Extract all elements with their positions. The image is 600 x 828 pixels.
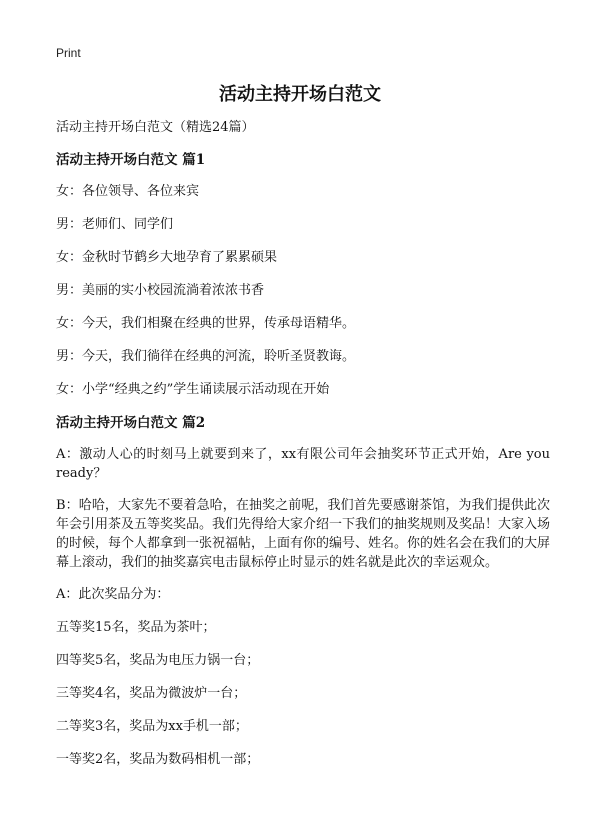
prize-line: 五等奖15名，奖品为茶叶； [56, 620, 216, 635]
section-heading: 活动主持开场白范文 篇2 [56, 415, 206, 431]
section-heading: 活动主持开场白范文 篇1 [56, 152, 206, 168]
prize-line: A：此次奖品分为： [56, 587, 170, 602]
page-title: 活动主持开场白范文 [219, 84, 381, 105]
dialogue-line: 男：美丽的实小校园流淌着浓浓书香 [56, 283, 265, 298]
dialogue-line: 女：各位领导、各位来宾 [56, 184, 200, 199]
prize-line: 四等奖5名，奖品为电压力锅一台； [56, 653, 260, 668]
document-body [56, 118, 550, 783]
dialogue-line: 男：今天，我们徜徉在经典的河流，聆听圣贤教诲。 [56, 349, 356, 364]
dialogue-line: 女：金秋时节鹤乡大地孕育了累累硕果 [56, 250, 278, 265]
document-subtitle: 活动主持开场白范文（精选24篇） [56, 120, 255, 135]
dialogue-line: 男：老师们、同学们 [56, 217, 174, 232]
dialogue-line: 女：小学“经典之约”学生诵读展示活动现在开始 [56, 382, 330, 397]
prize-line: 二等奖3名，奖品为xx手机一部； [56, 719, 248, 734]
prize-line: 三等奖4名，奖品为微波炉一台； [56, 686, 247, 701]
dialogue-line: 女：今天，我们相聚在经典的世界，传承母语精华。 [56, 316, 356, 331]
dialogue-paragraph: B：哈哈，大家先不要着急哈，在抽奖之前呢，我们首先要感谢茶馆，为我们提供此次年会引用茶及五等奖奖品。我们先得给大家介绍一下我们的抽奖规则及奖品！大家入场的时候，每个人都拿到一张祝福帖，上面有你的编号、姓名。你的姓名会在我们的大屏幕上滚动，我们的抽奖嘉宾电击鼠标停止时显示的姓名就是此次的幸运观众。 [56, 498, 551, 570]
prize-line: 一等奖2名，奖品为数码相机一部； [56, 752, 260, 767]
dialogue-paragraph: A：激动人心的时刻马上就要到来了，xx有限公司年会抽奖环节正式开始，Are you ready？ [56, 447, 550, 481]
print-link[interactable]: Print [56, 46, 81, 60]
